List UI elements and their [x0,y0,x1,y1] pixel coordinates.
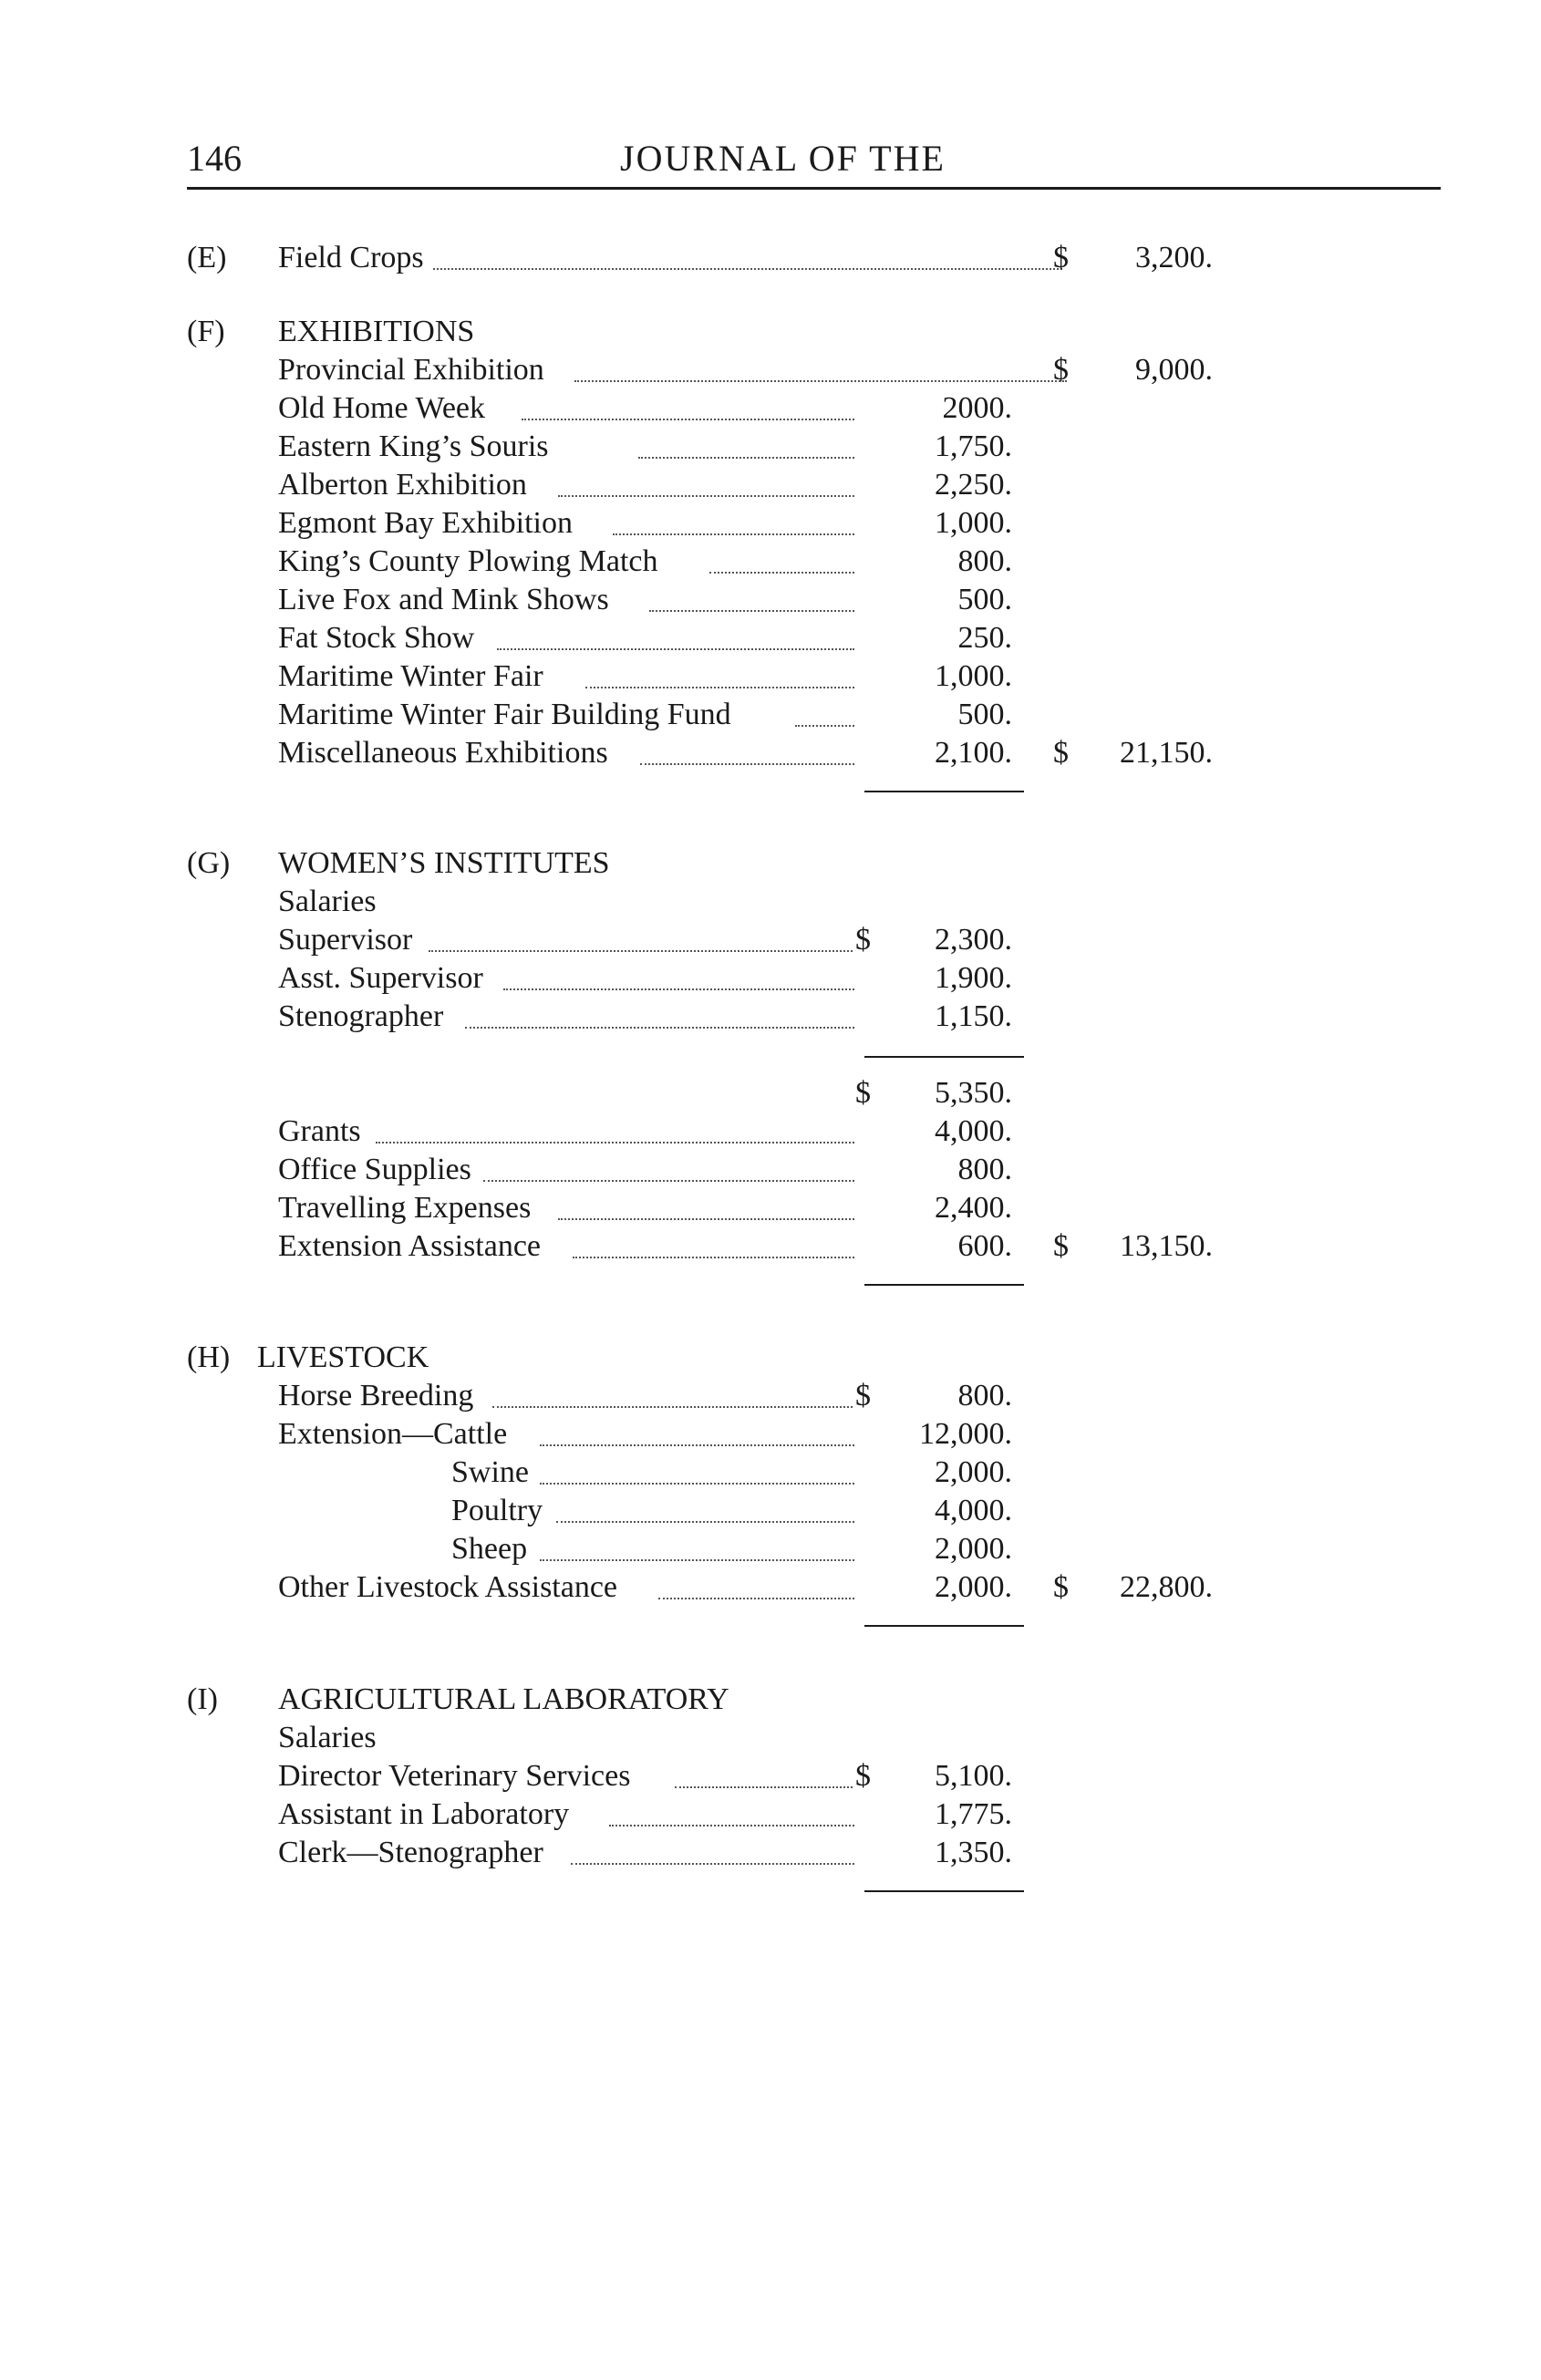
row-label: Fat Stock Show [278,621,475,655]
budget-row [0,1532,1541,1572]
budget-row [0,544,1541,585]
row-label: Office Supplies [278,1153,471,1186]
dot-leader [571,1863,854,1865]
budget-row [0,1114,1541,1154]
row-label: Stenographer [278,999,444,1033]
section-total: 21,150. [1120,736,1213,770]
page-number: 146 [187,138,242,179]
budget-row [0,1379,1541,1419]
row-label: Asst. Supervisor [278,961,483,995]
dot-leader [585,687,854,688]
dollar-sign: $ [855,923,871,957]
row-amount: 2,000. [935,1532,1012,1566]
row-label: Supervisor [278,923,413,957]
budget-row [0,1759,1541,1799]
dot-leader [497,648,854,650]
row-amount: 9,000. [1135,353,1213,387]
dot-leader [522,419,854,420]
row-amount: 2,300. [935,923,1012,957]
row-amount: 2,400. [935,1191,1012,1225]
budget-row [0,583,1541,623]
row-amount: 800. [957,544,1012,578]
row-amount: 4,000. [935,1114,1012,1148]
section-label: (G) [187,846,231,880]
budget-row [0,621,1541,661]
row-amount: 1,150. [935,999,1012,1033]
row-amount: 4,000. [935,1494,1012,1527]
total-rule [864,1625,1024,1627]
dollar-sign: $ [1053,241,1069,274]
dot-leader [613,533,854,535]
row-label: Maritime Winter Fair [278,659,543,693]
budget-row [0,1494,1541,1534]
budget-row [0,1076,1541,1116]
row-amount: 1,775. [935,1797,1012,1831]
row-amount: 600. [957,1229,1012,1263]
budget-row [0,698,1541,738]
row-amount: 250. [957,621,1012,655]
section-label: (E) [187,241,227,274]
dollar-sign: $ [1053,353,1069,387]
row-amount: 12,000. [919,1417,1012,1451]
budget-row [0,468,1541,508]
dot-leader [573,1257,854,1258]
subheading: Salaries [278,1721,377,1754]
row-label: Extension Assistance [278,1229,542,1263]
dollar-sign: $ [855,1076,871,1110]
budget-row [0,736,1541,776]
dot-leader [574,380,1067,382]
dot-leader [465,1027,854,1029]
budget-row [0,1797,1541,1837]
budget-row [0,1229,1541,1269]
row-label: Miscellaneous Exhibitions [278,736,608,770]
dot-leader [640,763,854,765]
row-label: Maritime Winter Fair Building Fund [278,698,731,731]
budget-row [0,961,1541,1001]
section-label: (I) [187,1682,218,1716]
row-label: Provincial Exhibition [278,353,544,387]
budget-row [0,1153,1541,1193]
dot-leader [433,268,1062,270]
section-total: 22,800. [1120,1570,1213,1604]
dot-leader [675,1786,853,1788]
row-amount: 2,250. [935,468,1012,502]
budget-row [0,1836,1541,1876]
header-rule [187,187,1441,190]
subtotal-amount: 5,350. [935,1076,1012,1110]
row-amount: 1,000. [935,659,1012,693]
row-label: Alberton Exhibition [278,468,527,502]
row-label: Other Livestock Assistance [278,1570,618,1604]
section-label: (H) [187,1340,231,1374]
total-rule [864,1890,1024,1892]
dot-leader [556,1521,854,1523]
row-amount: 5,100. [935,1759,1012,1793]
dot-leader [609,1825,854,1826]
section-label: (F) [187,315,225,348]
row-amount: 1,000. [935,506,1012,540]
total-rule [864,791,1024,792]
section-title: AGRICULTURAL LABORATORY [278,1682,729,1716]
subheading: Salaries [278,885,377,918]
row-amount: 800. [957,1153,1012,1186]
section-total: 13,150. [1120,1229,1213,1263]
budget-row [0,1417,1541,1457]
dot-leader [709,572,854,574]
row-amount: 2000. [942,391,1012,425]
total-rule [864,1284,1024,1286]
subtotal-rule [864,1056,1024,1058]
row-label: Poultry [451,1494,543,1527]
dot-leader [503,988,854,990]
budget-row [0,999,1541,1040]
budget-row [0,391,1541,431]
row-amount: 500. [957,583,1012,616]
section-title: EXHIBITIONS [278,315,475,348]
dot-leader [649,610,854,612]
row-label: Director Veterinary Services [278,1759,631,1793]
row-amount: 3,200. [1135,241,1213,274]
row-label: Sheep [451,1532,528,1566]
section-title: WOMEN’S INSTITUTES [278,846,610,880]
dollar-sign: $ [1053,736,1069,770]
row-label: Travelling Expenses [278,1191,532,1225]
budget-row [0,241,1541,281]
row-label: Field Crops [278,241,424,274]
running-head: JOURNAL OF THE [620,138,946,179]
row-label: Old Home Week [278,391,486,425]
row-label: Eastern King’s Souris [278,429,549,463]
budget-row [0,429,1541,470]
dot-leader [795,725,854,727]
row-amount: 500. [957,698,1012,731]
dollar-sign: $ [855,1759,871,1793]
dot-leader [429,950,853,952]
budget-row [0,1455,1541,1495]
row-label: Egmont Bay Exhibition [278,506,573,540]
dot-leader [483,1180,854,1182]
row-amount: 1,350. [935,1836,1012,1869]
dot-leader [492,1406,853,1408]
row-amount: 2,000. [935,1455,1012,1489]
dot-leader [638,457,854,459]
row-label: Grants [278,1114,361,1148]
row-label: King’s County Plowing Match [278,544,658,578]
budget-row [0,923,1541,963]
row-amount: 1,750. [935,429,1012,463]
row-amount: 800. [957,1379,1012,1412]
dot-leader [540,1483,854,1485]
row-amount: 2,000. [935,1570,1012,1604]
section-title: LIVESTOCK [257,1340,429,1374]
dot-leader [558,1218,854,1220]
dot-leader [540,1559,854,1561]
dot-leader [658,1598,854,1599]
budget-row [0,353,1541,393]
dollar-sign: $ [1053,1229,1069,1263]
dollar-sign: $ [855,1379,871,1412]
row-amount: 2,100. [935,736,1012,770]
dot-leader [540,1444,854,1446]
dot-leader [558,495,854,497]
row-label: Extension—Cattle [278,1417,508,1451]
dollar-sign: $ [1053,1570,1069,1604]
row-label: Live Fox and Mink Shows [278,583,609,616]
row-amount: 1,900. [935,961,1012,995]
row-label: Clerk—Stenographer [278,1836,543,1869]
dot-leader [376,1142,854,1143]
budget-row [0,506,1541,546]
budget-row [0,1570,1541,1610]
row-label: Assistant in Laboratory [278,1797,570,1831]
budget-row [0,659,1541,699]
row-label: Swine [451,1455,529,1489]
budget-row [0,1191,1541,1231]
row-label: Horse Breeding [278,1379,474,1412]
